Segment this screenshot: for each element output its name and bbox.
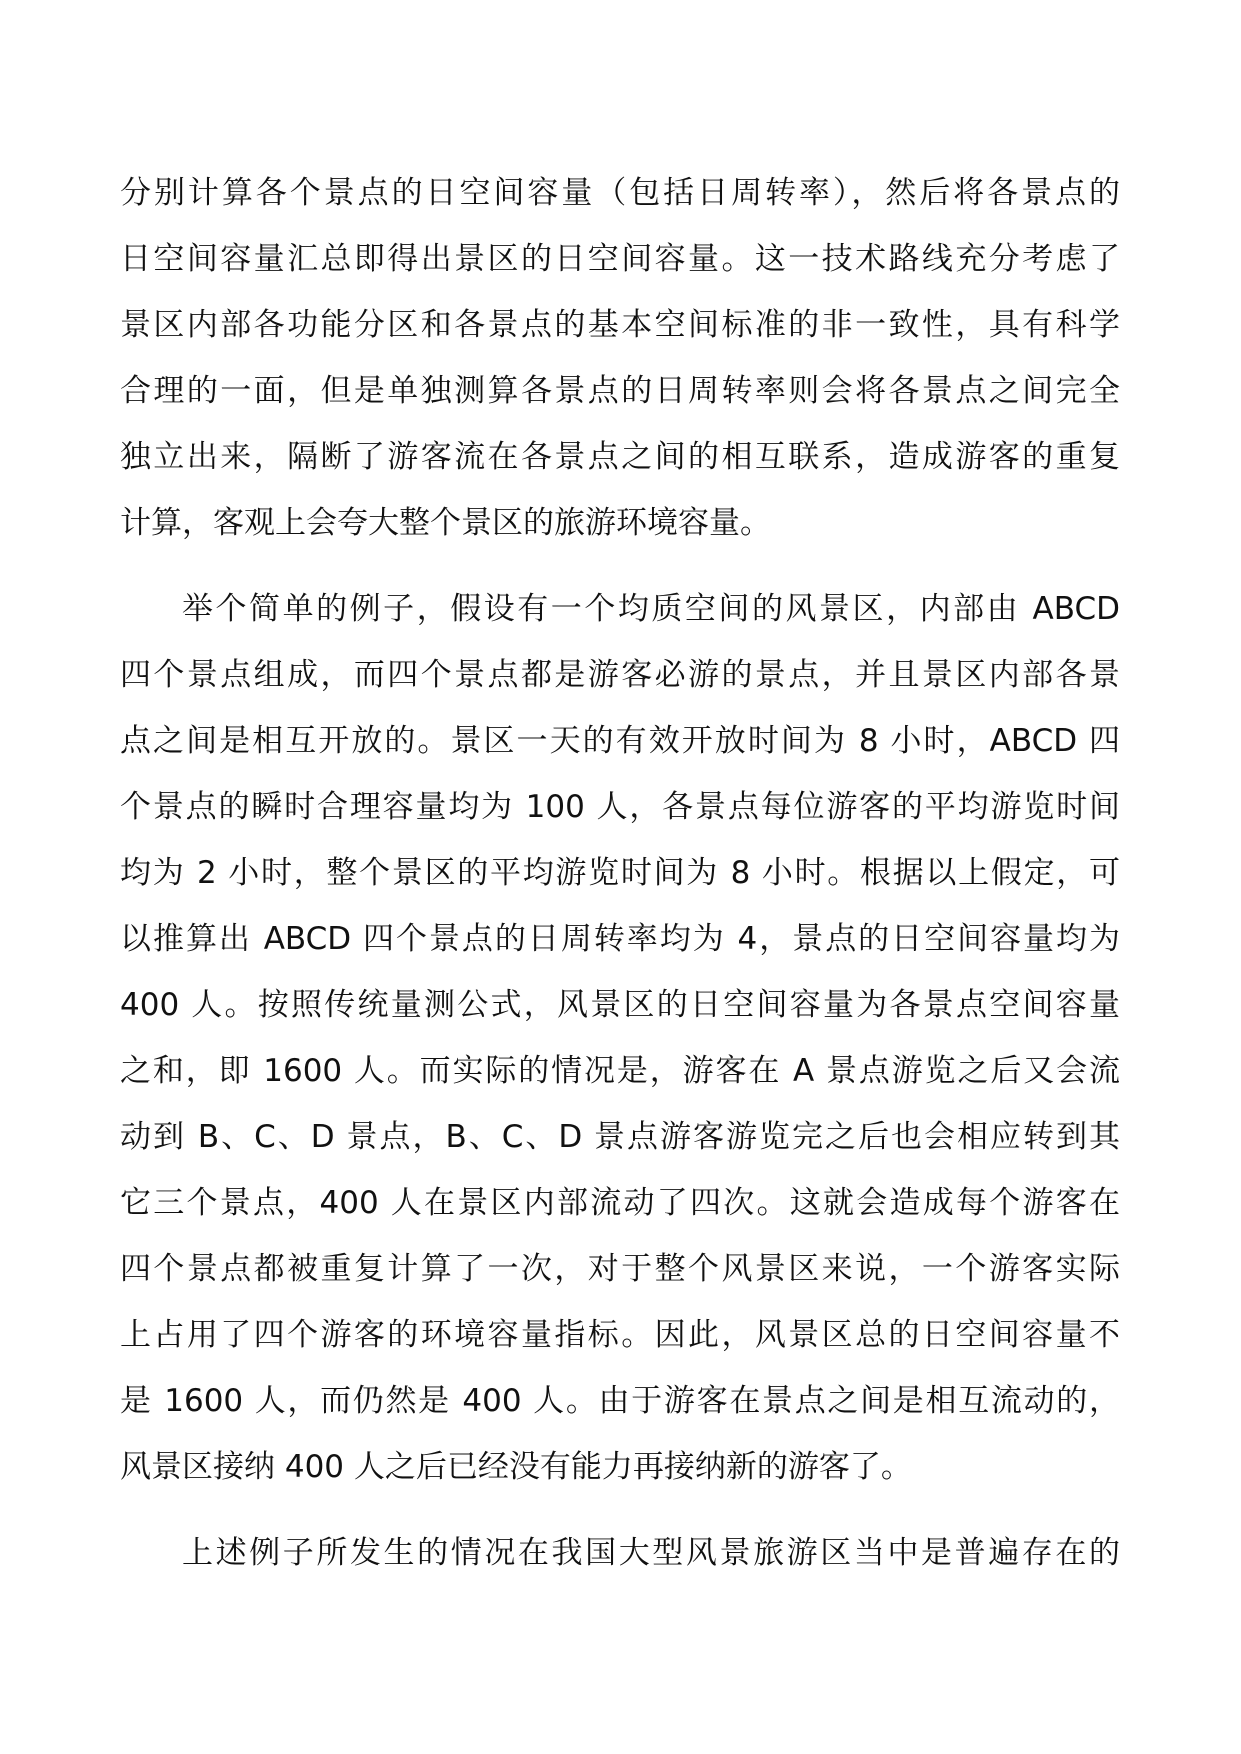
text-line: 是 1600 人，而仍然是 400 人。由于游客在景点之间是相互流动的， <box>120 1383 1120 1419</box>
text-line: 分别计算各个景点的日空间容量（包括日周转率），然后将各景点的 <box>120 175 1120 211</box>
text-line: 日空间容量汇总即得出景区的日空间容量。这一技术路线充分考虑了 <box>120 241 1120 277</box>
text-line: 均为 2 小时，整个景区的平均游览时间为 8 小时。根据以上假定，可 <box>120 855 1120 891</box>
text-line: 独立出来，隔断了游客流在各景点之间的相互联系，造成游客的重复 <box>120 439 1120 475</box>
paragraph-1 <box>120 160 1120 556</box>
text-line: 四个景点都被重复计算了一次，对于整个风景区来说，一个游客实际 <box>120 1251 1120 1287</box>
text-line: 上占用了四个游客的环境容量指标。因此，风景区总的日空间容量不 <box>120 1317 1120 1353</box>
text-line: 以推算出 ABCD 四个景点的日周转率均为 4，景点的日空间容量均为 <box>120 921 1120 957</box>
text-line: 景区内部各功能分区和各景点的基本空间标准的非一致性，具有科学 <box>120 307 1120 343</box>
text-line: 400 人。按照传统量测公式，风景区的日空间容量为各景点空间容量 <box>120 987 1120 1023</box>
text-line: 个景点的瞬时合理容量均为 100 人，各景点每位游客的平均游览时间 <box>120 789 1120 825</box>
text-line: 点之间是相互开放的。景区一天的有效开放时间为 8 小时，ABCD 四 <box>120 723 1120 759</box>
paragraph-2 <box>120 576 1120 1500</box>
paragraph-spacer <box>120 556 1120 576</box>
text-line: 举个简单的例子，假设有一个均质空间的风景区，内部由 ABCD <box>182 591 1120 627</box>
text-line: 动到 B、C、D 景点，B、C、D 景点游客游览完之后也会相应转到其 <box>120 1119 1120 1155</box>
text-line: 之和，即 1600 人。而实际的情况是，游客在 A 景点游览之后又会流 <box>120 1053 1120 1089</box>
text-line: 计算，客观上会夸大整个景区的旅游环境容量。 <box>120 505 771 541</box>
document-body <box>120 160 1120 1586</box>
paragraph-spacer <box>120 1500 1120 1520</box>
text-line: 风景区接纳 400 人之后已经没有能力再接纳新的游客了。 <box>120 1449 912 1485</box>
text-line: 它三个景点，400 人在景区内部流动了四次。这就会造成每个游客在 <box>120 1185 1120 1221</box>
text-line: 四个景点组成，而四个景点都是游客必游的景点，并且景区内部各景 <box>120 657 1120 693</box>
text-line: 上述例子所发生的情况在我国大型风景旅游区当中是普遍存在的 <box>182 1535 1120 1571</box>
paragraph-3 <box>120 1520 1120 1586</box>
text-line: 合理的一面，但是单独测算各景点的日周转率则会将各景点之间完全 <box>120 373 1120 409</box>
